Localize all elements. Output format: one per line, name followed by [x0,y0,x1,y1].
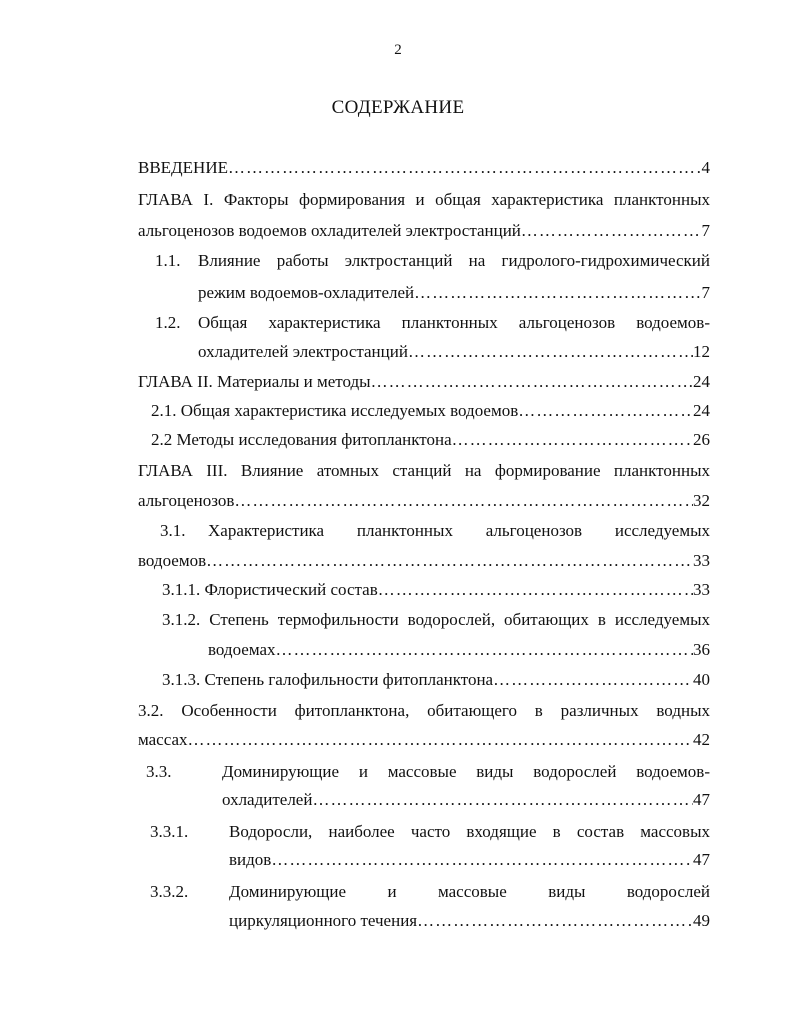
toc-page-number: 47 [693,850,710,869]
toc-page-number: 36 [693,640,710,659]
leader-dots [271,850,693,870]
toc-entry-text: альгоценозов [138,491,235,510]
leader-dots [206,551,693,571]
toc-page-number: 7 [701,221,710,240]
toc-section-number: 1.2. [155,313,181,332]
toc-page-number: 47 [693,790,710,809]
toc-entry-ch1-line2 [138,221,710,241]
leader-dots [414,283,701,303]
page-title: СОДЕРЖАНИЕ [331,97,465,118]
leader-dots [228,158,702,178]
toc-entry-ch1-line1: ГЛАВА I. Факторы формирования и общая характеристика планктонных [138,190,710,209]
toc-entry-3-1-line1: Характеристика планктонных альгоценозов исследуемых [208,521,710,540]
toc-page-number: 33 [693,551,710,570]
toc-entry-3-1-1 [162,580,710,600]
toc-entry-text: 3.1.1. Флористический состав [162,580,378,599]
toc-section-number: 3.3.2. [150,882,189,901]
toc-entry-text: 2.2 Методы исследования фитопланктона [151,430,452,449]
toc-page-number: 33 [693,580,710,599]
toc-entry-3-3-line1: Доминирующие и массовые виды водорослей водоемов- [222,762,710,781]
toc-entry-3-1-2-line1: 3.1.2. Степень термофильности водорослей, обитающих в исследуемых [162,610,710,629]
toc-entry-2-2 [151,430,710,450]
toc-entry-text: охладителей [222,790,313,809]
toc-entry-text: водоемов [138,551,207,570]
toc-entry-text: ГЛАВА II. Материалы и методы [138,372,371,391]
leader-dots [518,401,693,421]
toc-section-number: 3.3.1. [150,822,189,841]
toc-entry-text: охладителей электростанций [198,342,408,361]
toc-entry-text: 3.1.3. Степень галофильности фитопланктона [162,670,494,689]
toc-entry-2-1 [151,401,710,421]
toc-entry-3-3-2-line2 [229,911,710,931]
toc-entry-3-1-line2 [138,551,710,571]
toc-section-number: 1.1. [155,251,181,270]
toc-entry-3-3-1-line1: Водоросли, наиболее часто входящие в состав массовых [229,822,710,841]
leader-dots [276,640,693,660]
toc-page-number: 24 [693,372,710,391]
toc-entry-text: 2.1. Общая характеристика исследуемых водоемов [151,401,519,420]
leader-dots [378,580,693,600]
toc-entry-ch2 [138,372,710,392]
toc-section-number: 3.1. [160,521,186,540]
toc-entry-3-3-line2 [222,790,710,810]
toc-page-number: 42 [693,730,710,749]
leader-dots [493,670,693,690]
toc-page-number: 32 [693,491,710,510]
leader-dots [417,911,693,931]
leader-dots [371,372,693,392]
toc-entry-text: видов [229,850,272,869]
toc-entry-3-1-2-line2 [208,640,710,660]
leader-dots [521,221,702,241]
toc-page-number: 26 [693,430,710,449]
toc-entry-intro [138,158,710,178]
toc-entry-text: массах [138,730,188,749]
toc-entry-3-1-3 [162,670,710,690]
toc-entry-3-2-line2 [138,730,710,750]
page-number: 2 [394,42,402,58]
leader-dots [188,730,693,750]
toc-page-number: 4 [701,158,710,177]
toc-entry-text: циркуляционного течения [229,911,418,930]
toc-entry-text: водоемах [208,640,276,659]
toc-entry-ch3-line2 [138,491,710,511]
toc-entry-1-1-line2 [198,283,710,303]
toc-entry-1-1-line1: Влияние работы элктростанций на гидролого-гидрохимический [198,251,710,270]
leader-dots [408,342,693,362]
toc-entry-1-2-line1: Общая характеристика планктонных альгоценозов водоемов- [198,313,710,332]
toc-entry-text: альгоценозов водоемов охладителей электростанций [138,221,521,240]
leader-dots [234,491,693,511]
toc-entry-3-3-2-line1: Доминирующие и массовые виды водорослей [229,882,710,901]
toc-entry-3-3-1-line2 [229,850,710,870]
toc-entry-1-2-line2 [198,342,710,362]
toc-entry-3-2-line1: 3.2. Особенности фитопланктона, обитающего в различных водных [138,701,710,720]
toc-entry-text: ВВЕДЕНИЕ [138,158,228,177]
toc-page-number: 12 [693,342,710,361]
toc-section-number: 3.3. [146,762,172,781]
toc-page-number: 49 [693,911,710,930]
toc-entry-text: режим водоемов-охладителей [198,283,415,302]
leader-dots [452,430,693,450]
toc-page-number: 40 [693,670,710,689]
toc-entry-ch3-line1: ГЛАВА III. Влияние атомных станций на формирование планктонных [138,461,710,480]
toc-page-number: 24 [693,401,710,420]
toc-page-number: 7 [701,283,710,302]
leader-dots [312,790,693,810]
